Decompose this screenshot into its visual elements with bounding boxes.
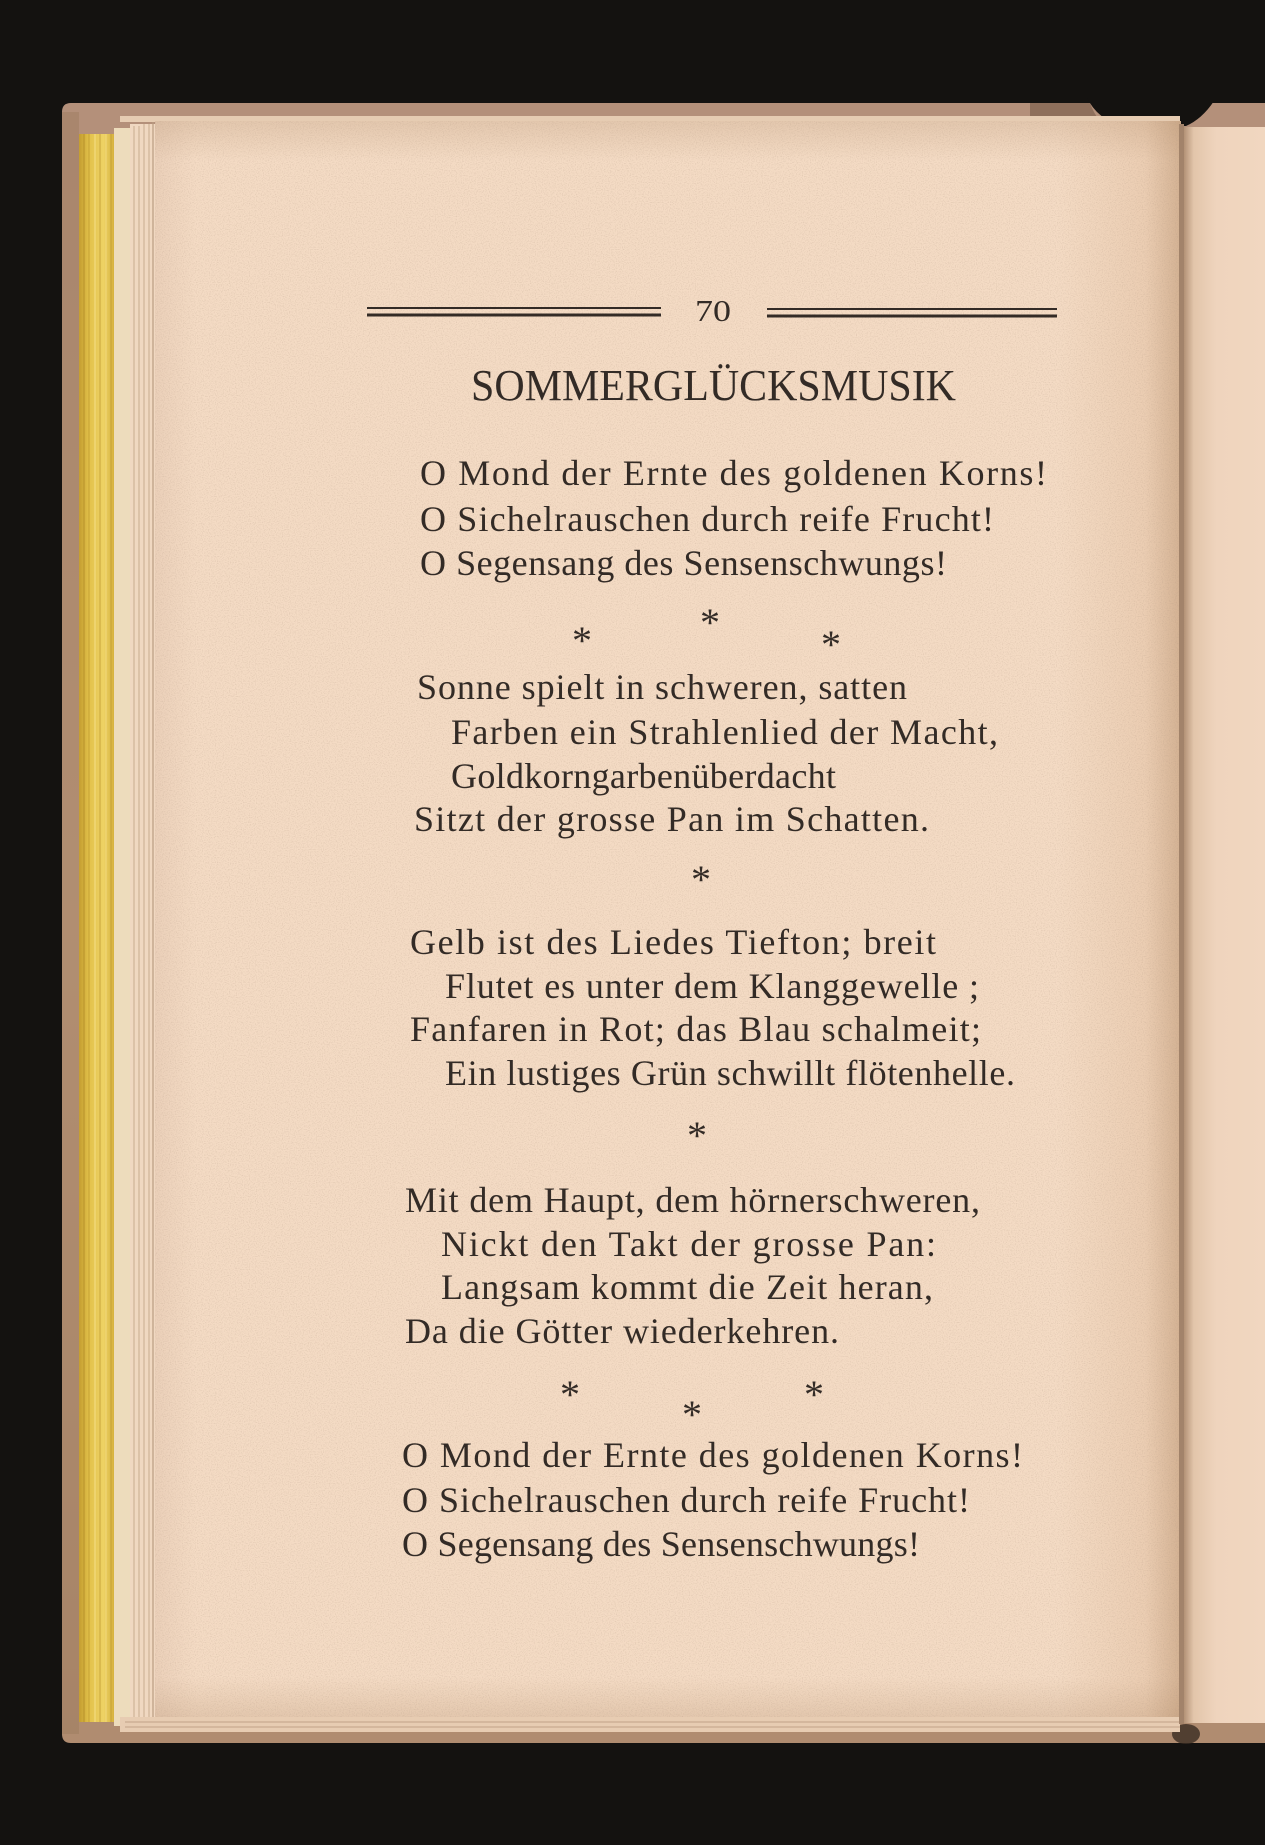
verse-line: O Mond der Ernte des goldenen Korns! <box>420 453 1047 493</box>
verse-line: Langsam kommt die Zeit heran, <box>441 1267 933 1307</box>
verse-line: O Segensang des Sensenschwungs! <box>402 1524 920 1564</box>
verse-line: O Mond der Ernte des goldenen Korns! <box>402 1435 1023 1475</box>
verse-line: Sitzt der grosse Pan im Schatten. <box>414 799 929 839</box>
asterisk: * <box>687 1113 707 1158</box>
verse-line: Sonne spielt in schweren, satten <box>417 667 907 707</box>
asterisk: * <box>700 600 720 645</box>
page-number: 70 <box>695 293 731 328</box>
poem-title: SOMMERGLÜCKSMUSIK <box>471 361 957 410</box>
asterisk: * <box>572 618 592 663</box>
verse-line: O Sichelrauschen durch reife Frucht! <box>420 499 994 539</box>
verse-line: Goldkorngarbenüberdacht <box>451 756 836 796</box>
asterisk: * <box>691 857 711 902</box>
verse-line: Nickt den Takt der grosse Pan: <box>441 1224 936 1264</box>
verse-line: O Sichelrauschen durch reife Frucht! <box>402 1480 970 1520</box>
facing-page <box>1184 127 1265 1723</box>
verse-line: Ein lustiges Grün schwillt flötenhelle. <box>445 1053 1015 1093</box>
cover-left-edge-shade <box>62 112 79 1734</box>
verse-line: Gelb ist des Liedes Tiefton; breit <box>410 922 936 962</box>
verse-line: O Segensang des Sensenschwungs! <box>420 543 947 583</box>
verse-line: Fanfaren in Rot; das Blau schalmeit; <box>410 1009 981 1049</box>
page-block-edge <box>114 128 130 1726</box>
asterisk: * <box>804 1372 824 1417</box>
verse-line: Flutet es unter dem Klanggewelle ; <box>445 966 979 1006</box>
gutter-shadow <box>1179 124 1184 1724</box>
verse-line: Farben ein Strahlenlied der Macht, <box>451 712 998 752</box>
divider-2 <box>691 857 711 902</box>
page-stack-bottom <box>120 1717 1180 1732</box>
asterisk: * <box>821 622 841 667</box>
asterisk: * <box>682 1392 702 1437</box>
divider-3 <box>687 1113 707 1158</box>
verse-line: Mit dem Haupt, dem hörnerschweren, <box>405 1180 980 1220</box>
verse-line: Da die Götter wiederkehren. <box>405 1311 839 1351</box>
asterisk: * <box>560 1372 580 1417</box>
